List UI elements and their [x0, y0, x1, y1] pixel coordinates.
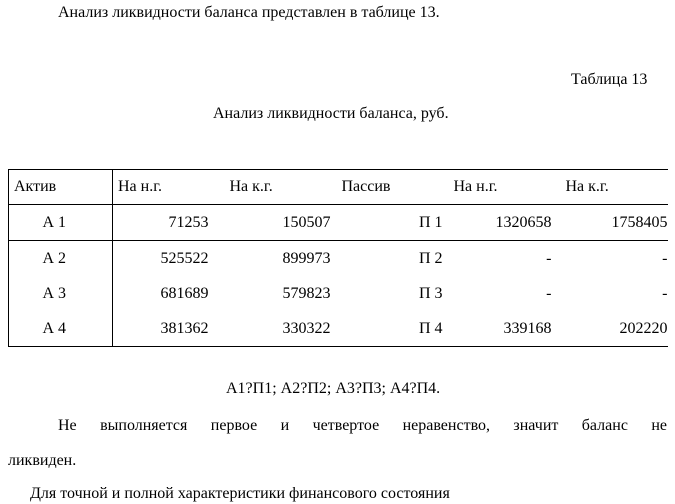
table-title: Анализ ликвидности баланса, руб.	[213, 105, 449, 122]
table-number: Таблица 13	[571, 71, 648, 88]
value-cell: 525522	[113, 241, 225, 277]
asset-cell: А 3	[9, 276, 113, 311]
table-row	[9, 311, 668, 347]
value-cell: -	[546, 249, 552, 267]
value-cell: 1758405	[561, 205, 668, 241]
liability-cell: П 3	[418, 284, 443, 302]
value-cell: 150507	[225, 205, 337, 241]
value-cell: 330322	[225, 311, 337, 347]
conclusion-line-1: Не выполняется первое и четвертое неравенство, значит баланс не	[58, 417, 667, 434]
table-row	[9, 241, 668, 277]
table-header-row	[9, 170, 668, 205]
asset-cell: А 1	[9, 205, 113, 241]
asset-cell: А 4	[9, 311, 113, 347]
value-cell: 339168	[449, 311, 561, 347]
value-cell: -	[546, 284, 552, 302]
header-cell-liability: Пассив	[337, 170, 449, 205]
table-row	[9, 276, 668, 311]
liability-cell: П 2	[418, 249, 443, 267]
inequalities-line: А1?П1; А2?П2; А3?П3; А4?П4.	[226, 380, 441, 397]
value-cell: 202220	[561, 311, 668, 347]
value-cell: -	[662, 284, 668, 302]
header-cell-liability-start: На н.г.	[449, 170, 561, 205]
value-cell: 681689	[113, 276, 225, 311]
next-paragraph-line: Для точной и полной характеристики финансового состояния	[30, 485, 450, 502]
value-cell: 579823	[282, 284, 331, 302]
table-row	[9, 205, 668, 241]
header-cell-asset-start: На н.г.	[113, 170, 225, 205]
value-cell: 1320658	[449, 205, 561, 241]
liquidity-table	[8, 169, 668, 347]
header-cell-asset: Актив	[9, 170, 113, 205]
value-cell: -	[662, 249, 668, 267]
value-cell: 381362	[113, 311, 225, 347]
value-cell: 899973	[282, 249, 331, 267]
value-cell: 71253	[113, 205, 225, 241]
conclusion-line-2: ликвиден.	[8, 452, 77, 469]
header-cell-liability-end: На к.г.	[561, 170, 668, 205]
header-cell-asset-end: На к.г.	[225, 170, 337, 205]
asset-cell: А 2	[9, 241, 113, 277]
intro-sentence: Анализ ликвидности баланса представлен в таблице 13.	[58, 4, 440, 21]
liability-cell: П 1	[337, 205, 449, 241]
liability-cell: П 4	[337, 311, 449, 347]
